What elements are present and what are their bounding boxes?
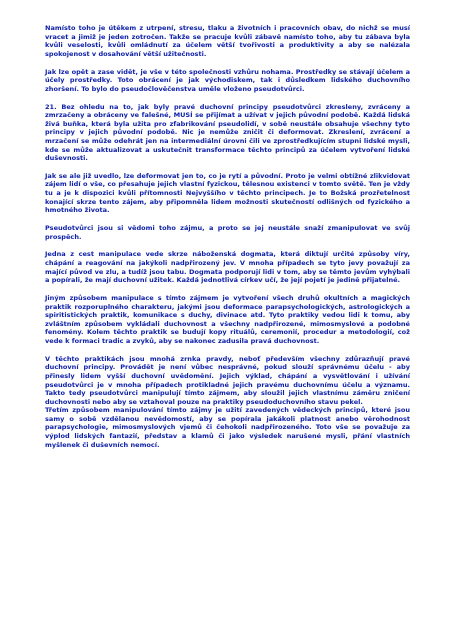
paragraph-8: V těchto praktikách jsou mnohá zrnka pravdy, neboť především všechny zdůrazňují pravé duchovní principy. Provádět je není vůbec nesprávné, pokud slouží správnému účelu - aby přinesly lidem vyšší duchovní uvědomění. Jejich výklad, chápání a vysvětlování i užívání pseudotvůrci je v mnoha případech protikladné jejich pravému duchovnímu účelu a významu. Takto tedy pseudotvůrci manipulují tímto zájmem, aby sloužil jejich vlastnímu záměru zničení duchovnosti nebo aby se vztahoval pouze na praktiky pseudoduchovního stavu pekel. Třetím způsobem manipulování tímto zájmy je užití zavedených vědeckých principů, které jsou samy o sobě vzdělanou nevědomostí, aby se popírala jakákoli platnost anebo věrohodnost parapsychologie, mimosmyslových vjemů či čehokoli nadpřirozeného. Toto vše se považuje za výplod lidských fantazií, představ a klamů či jako výsledek narušené mysli, přání vlastních myšlenek či duševních nemocí.	[45, 354, 410, 449]
paragraph-5: Pseudotvůrci jsou si vědomi toho zájmu, a proto se jej neustále snaží zmanipulovat ve svůj prospěch.	[45, 224, 410, 241]
paragraph-7: Jiným způsobem manipulace s tímto zájmem je vytvoření všech druhů okultních a magických praktik rozporuplného charakteru, jakými jsou deformace parapsychologických, astrologických a spiritistických praktik, komunikace s duchy, divinace atd. Tyto praktiky vedou lidi k tomu, aby zvláštním způsobem vykládali duchovnost a všechny nadpřirozené, mimosmyslové a podobné fenomény. Kolem těchto praktik se budují kopy rituálů, ceremonií, procedur a metodologií, což vede k formaci tradic a zvyků, aby se nakonec zadusila pravá duchovnost.	[45, 293, 410, 345]
paragraph-3: 21. Bez ohledu na to, jak byly pravé duchovní principy pseudotvůrci zkresleny, zvráceny a zmrzačeny a obráceny ve falešné, MUSÍ se přijímat a užívat v jejich původní podobě. Každá lidská živá buňka, která byla užita pro zfabrikování pseudolidí, v sobě neustále obsahuje všechny tyto principy v jejich původní podobě. Nic je nemůže zničit či deformovat. Zkreslení, zvrácení a mrzačení se může odehrát jen na intermediální úrovni čili ve zprostředkujícím stupni lidské mysli, kde se může aktualizovat a uskutečnit transformace těchto principů za účelem vytvoření lidské duševnosti.	[45, 102, 410, 163]
paragraph-4: Jak se ale již uvedlo, lze deformovat jen to, co je rytí a původní. Proto je velmi obtížné zlikvidovat zájem lidí o vše, co přesahuje jejich vlastní fyzickou, tělesnou existenci v tomto světě. Ten je vždy tu a je k dispozici kvůli přítomnosti Nejvyššího v těchto principech. Je to Božská prozřetelnost konající skrze tento zájem, aby připomněla lidem možnosti skutečností odlišných od fyzického a hmotného života.	[45, 171, 410, 215]
paragraph-1: Namísto toho je útěkem z utrpení, stresu, tlaku a životních i pracovních obav, do nichž se musí vracet a jimiž je jeden zotročen. Takže se pracuje kvůli zábavě namísto toho, aby tu zábava byla kvůli veselosti, kvůli omládnutí za účelem větší tvořivosti a produktivity a aby se nalézala spokojenost v dosahování větší užitečnosti.	[45, 24, 410, 58]
paragraph-2: Jak lze opět a zase vidět, je vše v této společnosti vzhůru nohama. Prostředky se stávají účelem a účely prostředky. Toto obrácení je jak východiskem, tak i důsledkem lidského duchovního zhoršení. To bylo do pseudočlověčenstva uměle vloženo pseudotvůrci.	[45, 67, 410, 93]
document-page	[45, 24, 410, 458]
paragraph-6: Jedna z cest manipulace vede skrze náboženská dogmata, která diktují určité způsoby víry, chápání a reagování na jakýkoli nadpřirozený jev. V mnoha případech se tyto jevy považují za mající původ ve zlu, a tudíž jsou tabu. Dogmata podporují lidi v tom, aby se těmto jevům vyhýbali a popírali, že mají duchovní užitek. Každá jednotlivá církev učí, že její pojetí je jedině přijatelné.	[45, 250, 410, 285]
